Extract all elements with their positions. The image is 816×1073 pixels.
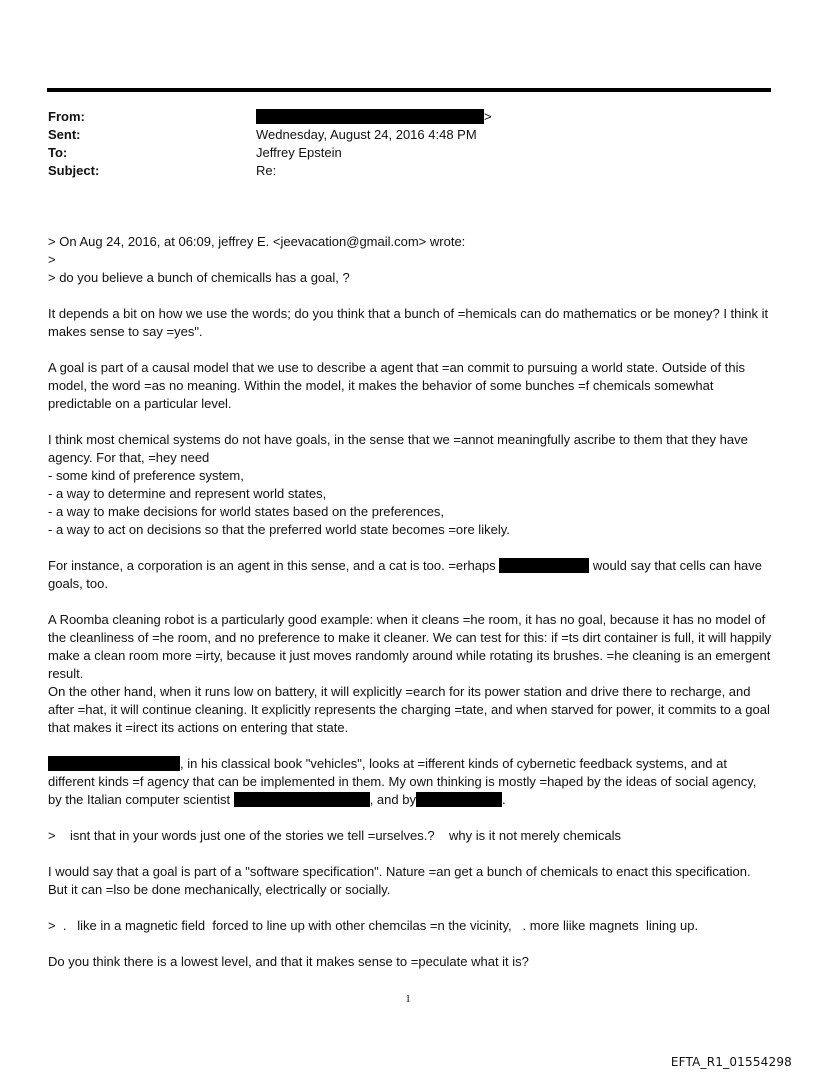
quote-question: > do you believe a bunch of chemicalls has a goal, ? (48, 270, 350, 285)
redaction-block (48, 756, 180, 771)
redaction-block (499, 558, 589, 573)
from-value (256, 108, 492, 126)
quote-blank: > (48, 252, 56, 267)
paragraph: I think most chemical systems do not have goals, in the sense that we =annot meaningfully ascribe to them that they have agency. For that, =hey need (48, 432, 748, 465)
list-item: - a way to act on decisions so that the preferred world state becomes =ore likely. (48, 522, 510, 537)
document-id: EFTA_R1_01554298 (670, 1055, 792, 1069)
paragraph: , in his classical book "vehicles", looks at =ifferent kinds of cybernetic feedback systems, and at different kinds =f agency that can be implemented in them. My own thinking is mostly =haped by the ideas of social agency, by the Italian computer scientist , and by . (48, 756, 757, 807)
from-label: From: (48, 109, 85, 124)
quote-intro: > On Aug 24, 2016, at 06:09, jeffrey E. <jeevacation@gmail.com> wrote: (48, 234, 466, 249)
to-value: Jeffrey Epstein (256, 145, 342, 160)
subject-label: Subject: (48, 163, 100, 178)
list-item: - some kind of preference system, (48, 468, 244, 483)
redaction-block (256, 109, 484, 124)
paragraph: It depends a bit on how we use the words; do you think that a bunch of =hemicals can do mathematics or be money? I think it makes sense to say =yes". (48, 306, 769, 339)
quote-line: > . like in a magnetic field forced to line up with other chemcilas =n the vicinity, . more liike magnets lining up. (48, 918, 699, 933)
redaction-block (234, 792, 370, 807)
page-number: 1 (405, 993, 411, 1005)
paragraph: A goal is part of a causal model that we use to describe a agent that =an commit to pursuing a world state. Outside of this model, the word =as no meaning. Within the model, it makes the behavior of some bunches =f chemicals somewhat predictable on a particular level. (48, 360, 745, 411)
from-suffix: > (484, 109, 492, 124)
sent-value: Wednesday, August 24, 2016 4:48 PM (256, 127, 477, 142)
list-item: - a way to determine and represent world states, (48, 486, 327, 501)
sent-label: Sent: (48, 127, 81, 142)
email-body (48, 233, 773, 971)
to-label: To: (48, 145, 68, 160)
paragraph: On the other hand, when it runs low on battery, it will explicitly =earch for its power station and drive there to recharge, and after =hat, it will continue cleaning. It explicitly represents the charging =tate, and when starved for power, it commits to a goal that makes it =irect its actions on entering that state. (48, 684, 770, 735)
header-divider (47, 88, 771, 92)
redaction-block (416, 792, 502, 807)
subject-value: Re: (256, 163, 277, 178)
paragraph: I would say that a goal is part of a "software specification". Nature =an get a bunch of chemicals to enact this specification. But it can =lso be done mechanically, electrically or socially. (48, 864, 751, 897)
paragraph: For instance, a corporation is an agent in this sense, and a cat is too. =erhaps would say that cells can have goals, too. (48, 558, 763, 591)
paragraph: A Roomba cleaning robot is a particularly good example: when it cleans =he room, it has no goal, because it has no model of the cleanliness of =he room, and no preference to make it cleaner. We can test for this: if =ts dirt container is full, it will happily make a clean room more =irty, because it just moves randomly around while rotating its brushes. =he cleaning is an emergent result. (48, 612, 772, 681)
paragraph: Do you think there is a lowest level, and that it makes sense to =peculate what it is? (48, 954, 529, 969)
quote-line: > isnt that in your words just one of the stories we tell =urselves.? why is it not merely chemicals (48, 828, 621, 843)
list-item: - a way to make decisions for world states based on the preferences, (48, 504, 444, 519)
